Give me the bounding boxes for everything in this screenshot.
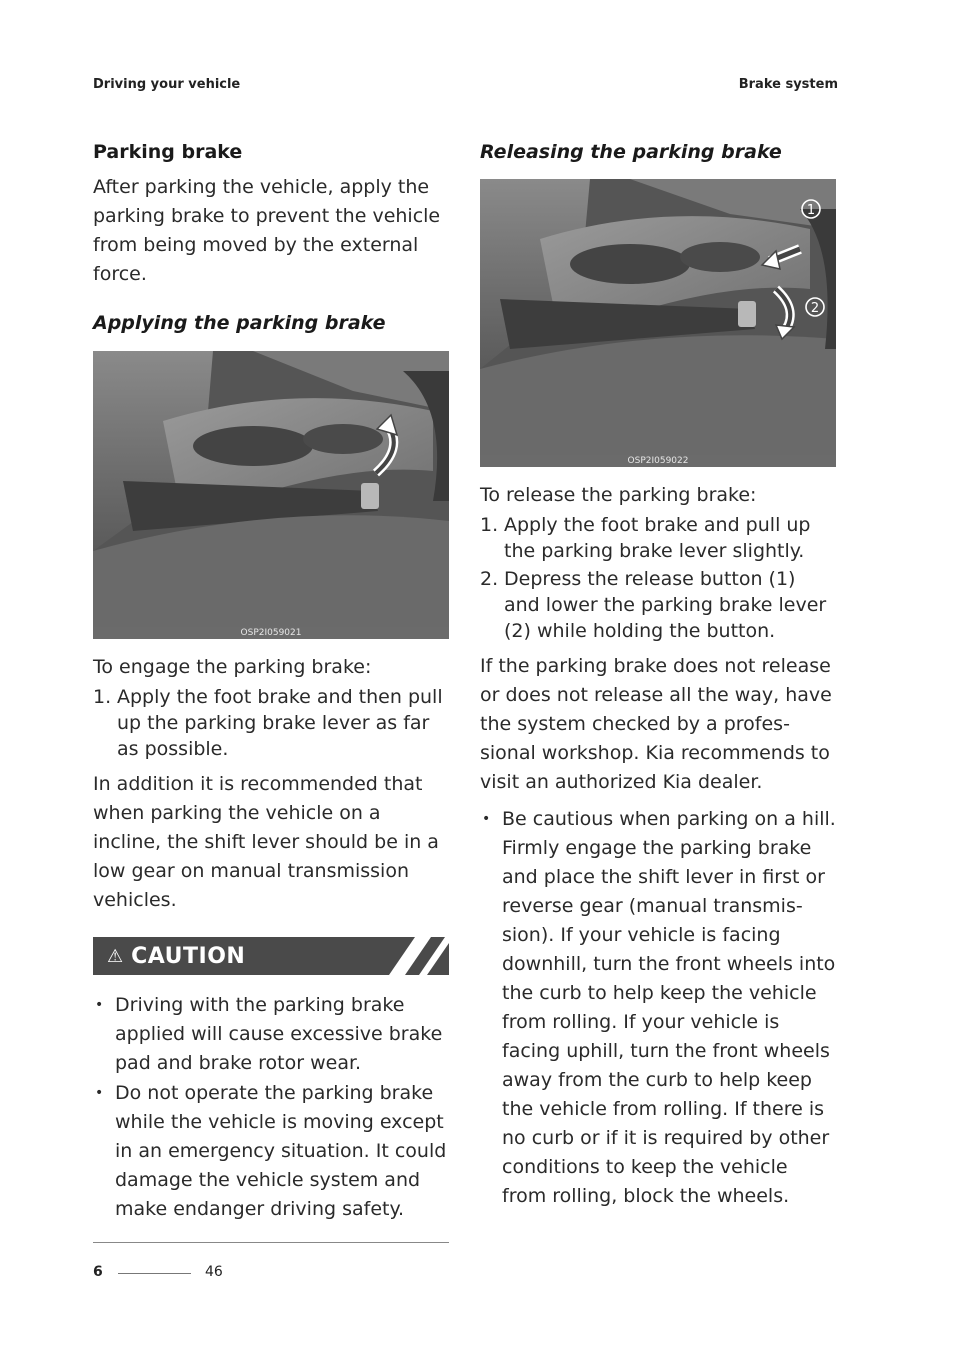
running-header-section: Brake system	[738, 77, 838, 92]
page-number: 46	[205, 1264, 223, 1280]
release-brake-illustration	[480, 179, 836, 467]
step-text: Apply the foot brake and pull up the parking brake lever slightly.	[504, 513, 811, 562]
callout-1: 1	[806, 202, 816, 218]
apply-subtitle: Applying the parking brake	[93, 311, 386, 334]
figure-code: OSP2I059022	[480, 455, 836, 467]
hill-parking-list	[480, 805, 836, 1211]
list-item	[93, 684, 449, 762]
workshop-note: If the parking brake does not release or does not release all the way, have the system checked by a profes-sional workshop. Kia recommends to visit an authorized Kia dealer.	[480, 654, 832, 793]
warning-triangle-icon: ⚠	[107, 945, 124, 967]
intro-paragraph: After parking the vehicle, apply the parking brake to prevent the vehicle from being moved by the external force.	[93, 175, 441, 285]
caution-end-rule	[93, 1242, 449, 1243]
chapter-number: 6	[93, 1264, 103, 1280]
caution-label: CAUTION	[131, 943, 246, 969]
step-number: 2.	[480, 567, 499, 590]
section-title: Parking brake	[93, 141, 243, 163]
footer-divider	[118, 1273, 191, 1274]
list-item: • Do not operate the parking brake while the vehicle is moving except in an emergency situation. It could damage the vehicle system and make endanger driving safety.	[93, 1079, 449, 1224]
right-column	[480, 140, 836, 1212]
left-column	[93, 140, 449, 1243]
step-text: Apply the foot brake and then pull up the parking brake lever as far as possible.	[117, 686, 443, 761]
list-item	[480, 566, 836, 644]
apply-brake-drawing	[93, 351, 449, 639]
release-label: To release the parking brake:	[480, 483, 757, 506]
incline-note: In addition it is recommended that when parking the vehicle on a incline, the shift lever should be in a low gear on manual transmission vehicles.	[93, 773, 439, 912]
list-item	[480, 512, 836, 564]
release-subtitle: Releasing the parking brake	[480, 141, 782, 163]
figure-code: OSP2I059021	[93, 627, 449, 639]
engage-label: To engage the parking brake:	[93, 656, 372, 679]
apply-brake-illustration	[93, 351, 449, 639]
step-number: 1.	[480, 513, 499, 536]
engage-steps	[93, 684, 449, 762]
release-brake-drawing	[480, 179, 836, 467]
running-header-chapter: Driving your vehicle	[93, 77, 241, 92]
caution-list	[93, 991, 449, 1224]
step-number: 1.	[93, 686, 112, 709]
list-item: • Be cautious when parking on a hill. Firmly engage the parking brake and place the shift lever in first or reverse gear (manual transmis-sion). If your vehicle is facing downhill, turn the front wheels into the curb to help keep the vehicle from rolling. If your vehicle is facing uphill, turn the front wheels away from the curb to help keep the vehicle from rolling. If there is no curb or if it is required by other conditions to keep the vehicle from rolling, block the wheels.	[480, 805, 836, 1211]
caution-banner	[93, 937, 449, 975]
list-item: • Driving with the parking brake applied will cause excessive brake pad and brake rotor wear.	[93, 991, 449, 1078]
step-text: Depress the release button (1) and lower the parking brake lever (2) while holding the button.	[504, 567, 827, 642]
caution-stripes-decoration	[379, 937, 449, 975]
callout-2: 2	[810, 300, 820, 316]
release-steps	[480, 512, 836, 644]
